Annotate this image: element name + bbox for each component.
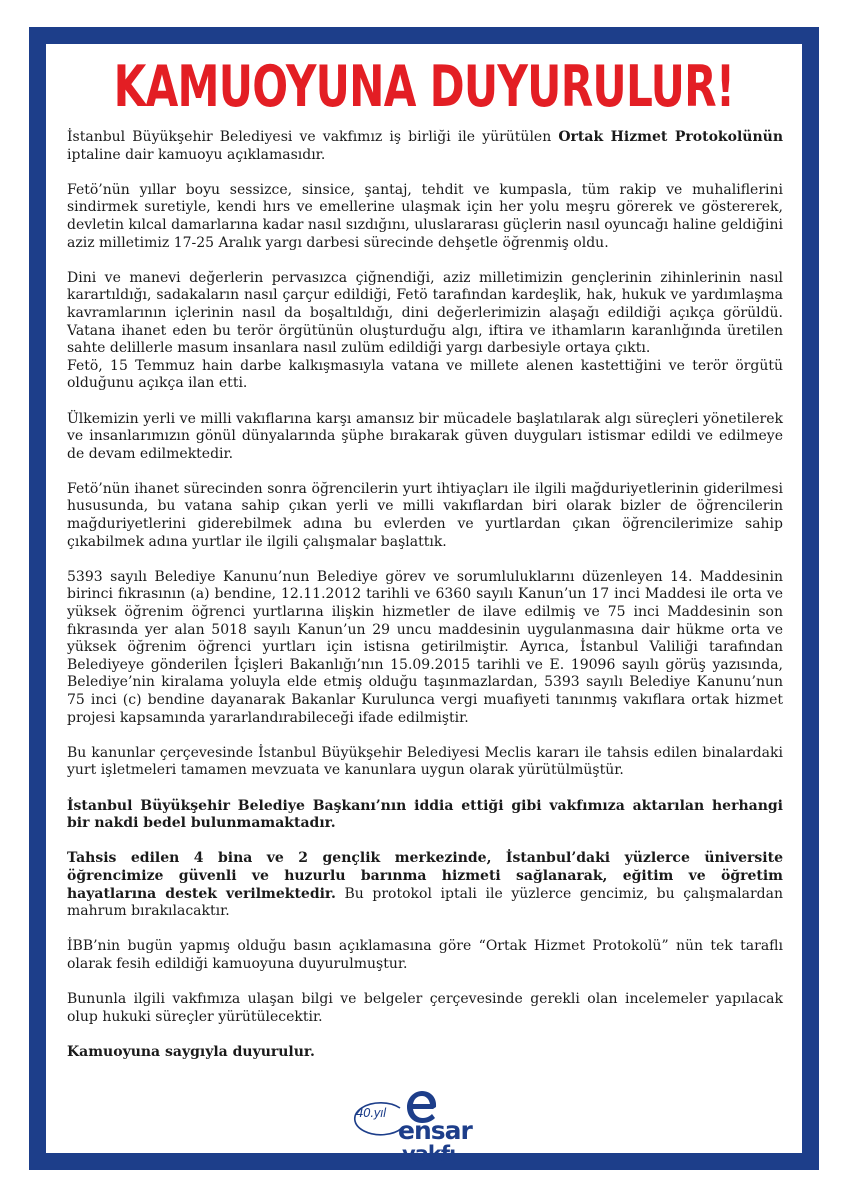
paragraph-july-15: Fetö, 15 Temmuz hain darbe kalkışmasıyla vatana ve millete alenen kastettiğini ve terör örgütü olduğunu açıkça ilan etti. [67, 357, 783, 392]
paragraph-dormitories: Fetö’nün ihanet sürecinden sonra öğrencilerin yurt ihtiyaçları ile ilgili mağduriyetlerinin giderilmesi hususunda, bu vatana sahip çıkan yerli ve milli vakıflardan biri olarak bizler de öğrencilerin mağduriyetlerini giderebilmek adına bu evlerden ve yurtlardan çıkan öğrencilerimize sahip çıkabilmek adına yurtlar ile ilgili çalışmalar başlattık. [67, 480, 783, 550]
document-body [67, 129, 783, 1079]
intro-text-end: iptaline dair kamuoyu açıklamasıdır. [67, 146, 326, 163]
ensar-vakfi-logo [348, 1090, 478, 1170]
intro-bold-text: Ortak Hizmet Protokolünün [558, 129, 783, 145]
logo-name-line2: vakfı [402, 1142, 456, 1166]
paragraph-council-decision: Bu kanunlar çerçevesinde İstanbul Büyükşehir Belediyesi Meclis kararı ile tahsis edilen binalardaki yurt işletmeleri tamamen mevzuata ve kanunlara uygun olarak yürütülmüştür. [67, 744, 783, 779]
paragraph-values: Dini ve manevi değerlerin pervasızca çiğnendiği, aziz milletimizin gençlerinin zihinlerinin nasıl karartıldığı, sadakaların nasıl çarçur edildiği, Fetö tarafından kardeşlik, hak, hukuk ve yardımlaşma kavramlarının içlerinin nasıl da boşaltıldığı, dini değerlerimizin alaşağı edildiği açıkça görüldü. Vatana ihanet eden bu terör örgütünün oluşturduğu algı, iftira ve ithamların karanlığında üretilen sahte delillerle masum insanlara nasıl zulüm edildiği yargı darbesiyle ortaya çıktı. [67, 269, 783, 357]
paragraph-foundations: Ülkemizin yerli ve milli vakıflarına karşı amansız bir mücadele başlatılarak algı süreçleri yönetilerek ve insanlarımızın gönül dünyalarında şüphe bırakarak güven duyguları istismar edildi ve edilmeye de devam edilmektedir. [67, 410, 783, 462]
logo-name-line1: ensar [398, 1116, 472, 1145]
paragraph-feto-infiltration: Fetö’nün yıllar boyu sessizce, sinsice, şantaj, tehdit ve kumpasla, tüm rakip ve muhaliflerini sindirmek suretiyle, kendi hırs ve emellerine ulaşmak için her yolu meşru görerek ve göstererek, devletin kılcal damarlarına kadar nasıl sızdığını, uluslararası güçlerin nasıl oyuncağı haline geldiğini aziz milletimiz 17-25 Aralık yargı darbesi sürecinde dehşetle öğrenmiş oldu. [67, 181, 783, 251]
paragraph-legal-basis: 5393 sayılı Belediye Kanunu’nun Belediye görev ve sorumluluklarını düzenleyen 14. Maddesinin birinci fıkrasının (a) bendine, 12.11.2012 tarihli ve 6360 sayılı Kanun’un 17 inci Maddesi ile orta ve yüksek öğrenim öğrenci yurtlarına ilişkin hizmetler de ilave edilmiş ve 75 inci Maddesinin son fıkrasında yer alan 5018 sayılı Kanun’un 29 uncu maddesinin uygulanmasına dair hükme orta ve yüksek öğrenim öğrenci yurtları için istisna getirilmiştir. Ayrıca, İstanbul Valiliği tarafından Belediyeye gönderilen İçişleri Bakanlığı’nın 15.09.2015 tarihli ve E. 19096 sayılı görüş yazısında, Belediye’nin kiralama yoluyla elde etmiş olduğu taşınmazlardan, 5393 sayılı Belediye Kanunu’nun 75 inci (c) bendine dayanarak Bakanlar Kurulunca vergi muafiyeti tanınmış vakıflara ortak hizmet projesi kapsamında yararlandırabileceği ifade edilmiştir. [67, 568, 783, 726]
closing-statement: Kamuoyuna saygıyla duyurulur. [67, 1043, 315, 1060]
buildings-bold-text: Tahsis edilen 4 bina ve 2 gençlik merkezinde, İstanbul’daki yüzlerce üniversite öğrencimize güvenli ve huzurlu barınma hizmeti sağlanarak, eğitim ve öğretim hayatlarına destek verilmektedir. [67, 850, 783, 902]
page-title: KAMUOYUNA DUYURULUR! [113, 54, 735, 120]
paragraph-legal-process: Bununla ilgili vakfımıza ulaşan bilgi ve belgeler çerçevesinde gerekli olan incelemeler yapılacak olup hukuki süreçler yürütülecektir. [67, 991, 783, 1025]
paragraph-buildings [67, 850, 783, 920]
intro-text: İstanbul Büyükşehir Belediyesi ve vakfımız iş birliği ile yürütülen [67, 129, 559, 145]
buildings-text-end: Bu protokol iptali ile yüzlerce gencimiz, bu çalışmalardan mahrum bırakılacaktır. [67, 885, 783, 920]
anniversary-label: 40.yıl [356, 1106, 386, 1120]
paragraph-no-cash-transfer: İstanbul Büyükşehir Belediye Başkanı’nın iddia ettiği gibi vakfımıza aktarılan herhangi bir nakdi bedel bulunmamaktadır. [67, 797, 783, 832]
intro-paragraph [67, 129, 783, 164]
paragraph-ibb-statement: İBB’nin bugün yapmış olduğu basın açıklamasına göre “Ortak Hizmet Protokolü” nün tek taraflı olarak fesih edildiği kamuoyuna duyurulmuştur. [67, 938, 783, 972]
